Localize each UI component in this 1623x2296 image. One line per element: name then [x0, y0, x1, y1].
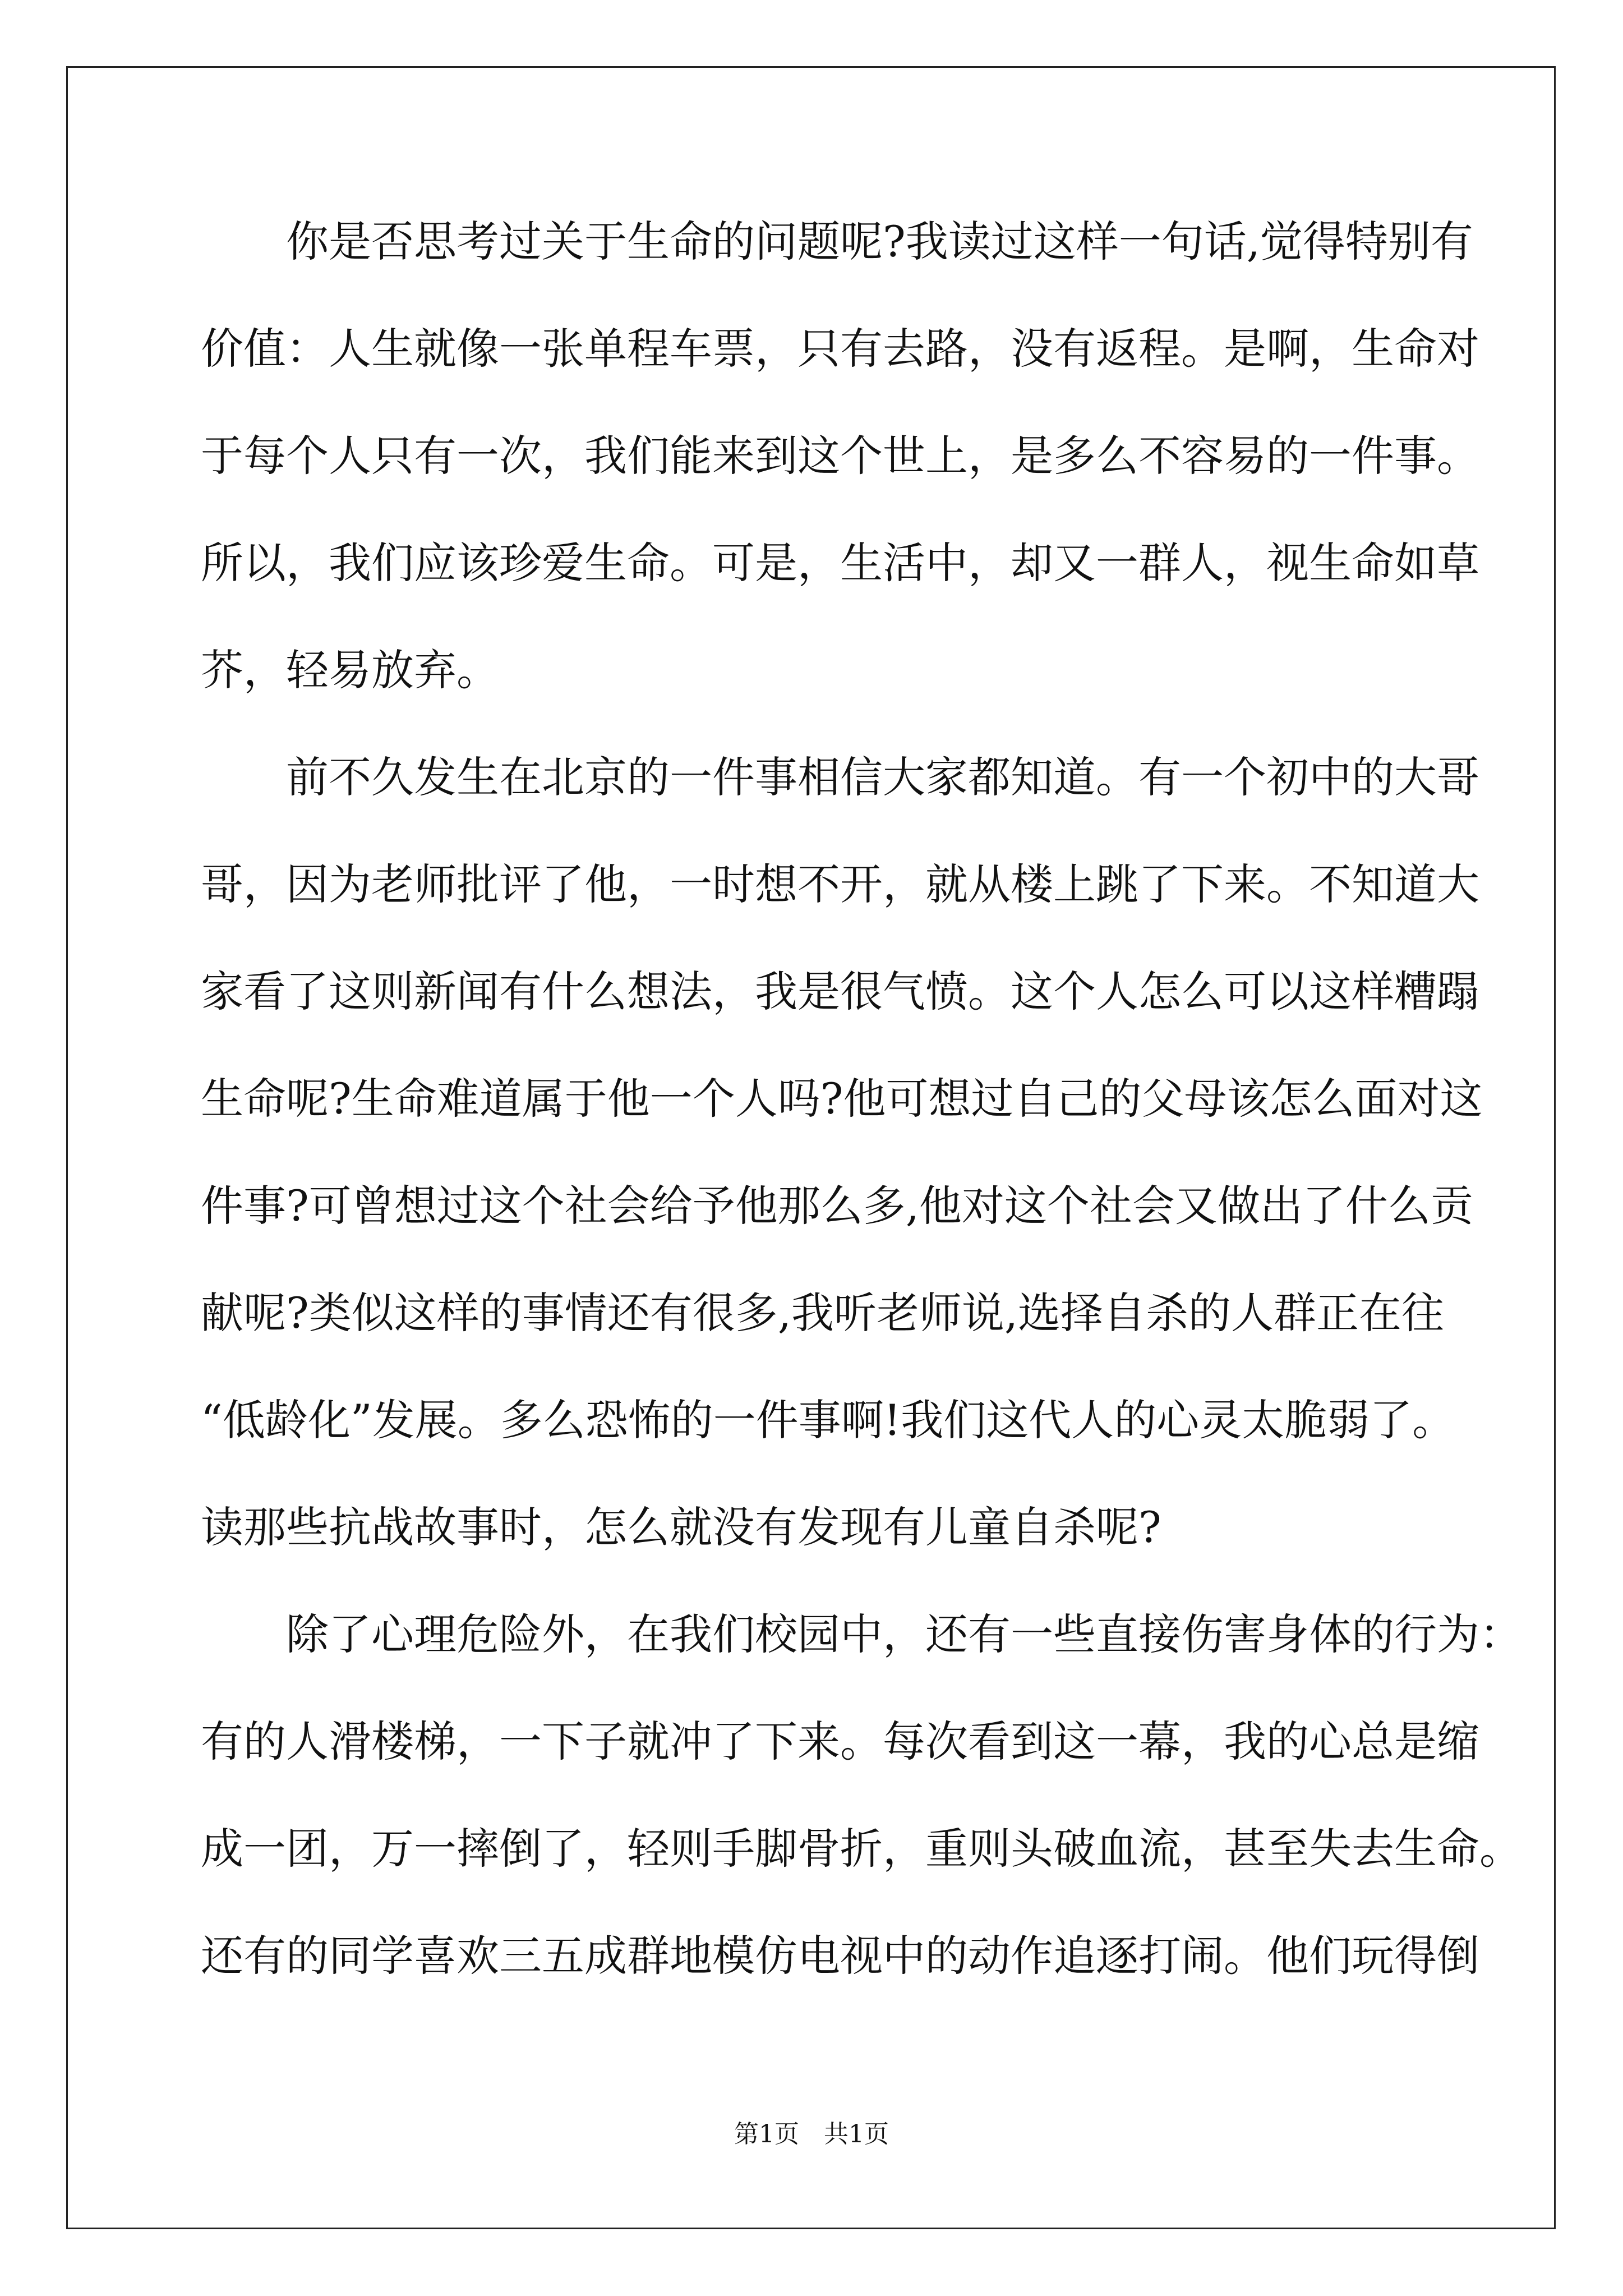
text-line: 芥，轻易放弃。	[201, 645, 499, 695]
text-line: 有的人滑楼梯，一下子就冲了下来。每次看到这一幕，我的心总是缩	[201, 1717, 1479, 1766]
text-line: 件事?可曾想过这个社会给予他那么多,他对这个社会又做出了什么贡	[201, 1181, 1473, 1231]
text-line: 读那些抗战故事时，怎么就没有发现有儿童自杀呢?	[201, 1502, 1161, 1552]
text-line: 还有的同学喜欢三五成群地模仿电视中的动作追逐打闹。他们玩得倒	[201, 1931, 1479, 1981]
text-line: 成一团，万一摔倒了，轻则手脚骨折，重则头破血流，甚至失去生命。	[201, 1824, 1522, 1874]
text-line: 除了心理危险外，在我们校园中，还有一些直接伤害身体的行为：	[286, 1609, 1522, 1659]
text-line: 价值：人生就像一张单程车票，只有去路，没有返程。是啊，生命对	[201, 324, 1479, 374]
text-line: 前不久发生在北京的一件事相信大家都知道。有一个初中的大哥	[286, 752, 1479, 802]
text-line: 生命呢?生命难道属于他一个人吗?他可想过自己的父母该怎么面对这	[201, 1074, 1483, 1124]
text-line: 你是否思考过关于生命的问题呢?我读过这样一句话,觉得特别有	[286, 217, 1473, 266]
text-line: 献呢?类似这样的事情还有很多,我听老师说,选择自杀的人群正在往	[201, 1288, 1445, 1338]
document-body	[201, 188, 1522, 2009]
text-line: 哥，因为老师批评了他，一时想不开，就从楼上跳了下来。不知道大	[201, 859, 1479, 909]
text-line: 所以，我们应该珍爱生命。可是，生活中，却又一群人，视生命如草	[201, 538, 1479, 588]
text-line: “低龄化”发展。多么恐怖的一件事啊!我们这代人的心灵太脆弱了。	[201, 1395, 1455, 1445]
page-number-footer: 第1页 共1页	[734, 2120, 889, 2148]
text-line: 于每个人只有一次，我们能来到这个世上，是多么不容易的一件事。	[201, 431, 1479, 481]
text-line: 家看了这则新闻有什么想法，我是很气愤。这个人怎么可以这样糟蹋	[201, 967, 1479, 1016]
